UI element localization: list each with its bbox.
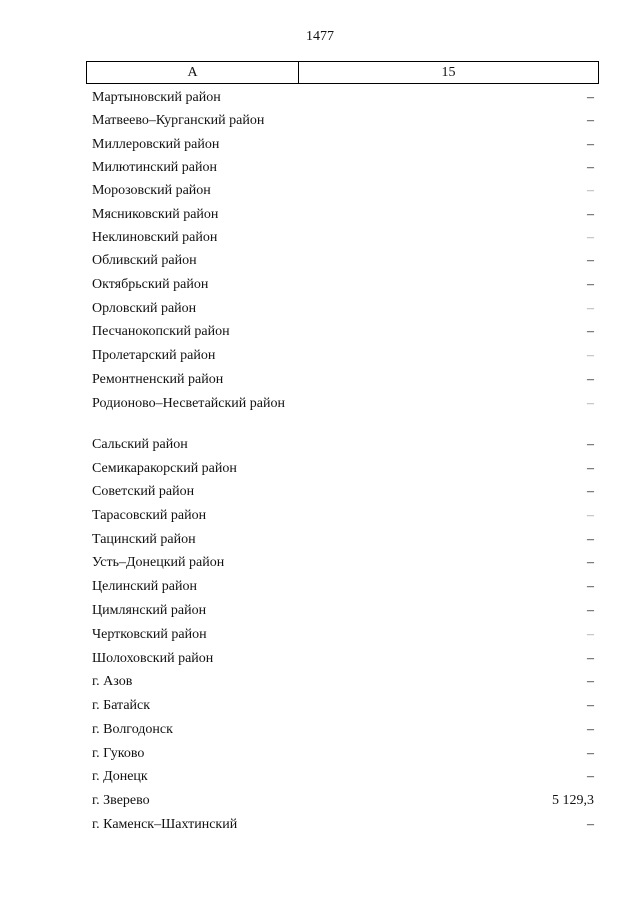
row-value: – xyxy=(587,461,594,476)
row-value: – xyxy=(587,113,594,128)
row-name: Сальский район xyxy=(92,437,188,452)
row-name: Милютинский район xyxy=(92,160,218,175)
row-value: – xyxy=(587,746,594,761)
row-name: Миллеровский район xyxy=(92,137,220,152)
row-name: Орловский район xyxy=(92,301,197,316)
row-value: – xyxy=(587,90,594,105)
row-value: – xyxy=(587,437,594,452)
header-col-a: А xyxy=(87,62,299,83)
row-name: г. Батайск xyxy=(92,698,151,713)
row-name: Матвеево–Курганский район xyxy=(92,113,265,128)
row-name: г. Зверево xyxy=(92,793,150,808)
row-name: г. Каменск–Шахтинский xyxy=(92,817,238,832)
row-name: Октябрьский район xyxy=(92,277,209,292)
row-value: – xyxy=(587,579,594,594)
row-name: Шолоховский район xyxy=(92,651,214,666)
row-value: – xyxy=(587,301,594,316)
row-name: г. Донецк xyxy=(92,769,148,784)
row-name: Семикаракорский район xyxy=(92,461,237,476)
row-value: – xyxy=(587,698,594,713)
row-name: Обливский район xyxy=(92,253,197,268)
row-value: – xyxy=(587,183,594,198)
row-name: г. Азов xyxy=(92,674,133,689)
row-value: – xyxy=(587,674,594,689)
row-name: г. Гуково xyxy=(92,746,145,761)
row-name: Родионово–Несветайский район xyxy=(92,396,285,411)
row-name: Целинский район xyxy=(92,579,197,594)
row-value: – xyxy=(587,627,594,642)
row-name: Чертковский район xyxy=(92,627,207,642)
row-name: Мясниковский район xyxy=(92,207,219,222)
row-name: Тарасовский район xyxy=(92,508,207,523)
row-name: г. Волгодонск xyxy=(92,722,173,737)
row-value: – xyxy=(587,372,594,387)
row-value: – xyxy=(587,230,594,245)
row-value: – xyxy=(587,555,594,570)
row-name: Пролетарский район xyxy=(92,348,216,363)
row-value: 5 129,3 xyxy=(552,793,594,808)
row-value: – xyxy=(587,396,594,411)
row-value: – xyxy=(587,651,594,666)
header-col-15: 15 xyxy=(441,64,456,80)
row-name: Советский район xyxy=(92,484,195,499)
row-value: – xyxy=(587,160,594,175)
row-value: – xyxy=(587,769,594,784)
row-value: – xyxy=(587,484,594,499)
page-number: 1477 xyxy=(306,29,334,44)
row-value: – xyxy=(587,722,594,737)
row-value: – xyxy=(587,348,594,363)
row-name: Тацинский район xyxy=(92,532,196,547)
row-value: – xyxy=(587,532,594,547)
row-name: Песчанокопский район xyxy=(92,324,230,339)
row-name: Ремонтненский район xyxy=(92,372,224,387)
row-value: – xyxy=(587,603,594,618)
row-name: Морозовский район xyxy=(92,183,211,198)
row-name: Неклиновский район xyxy=(92,230,218,245)
row-name: Усть–Донецкий район xyxy=(92,555,225,570)
row-value: – xyxy=(587,817,594,832)
row-name: Цимлянский район xyxy=(92,603,207,618)
row-value: – xyxy=(587,207,594,222)
row-value: – xyxy=(587,324,594,339)
row-value: – xyxy=(587,508,594,523)
row-value: – xyxy=(587,137,594,152)
row-value: – xyxy=(587,277,594,292)
row-value: – xyxy=(587,253,594,268)
row-name: Мартыновский район xyxy=(92,90,221,105)
table-header xyxy=(86,61,599,84)
